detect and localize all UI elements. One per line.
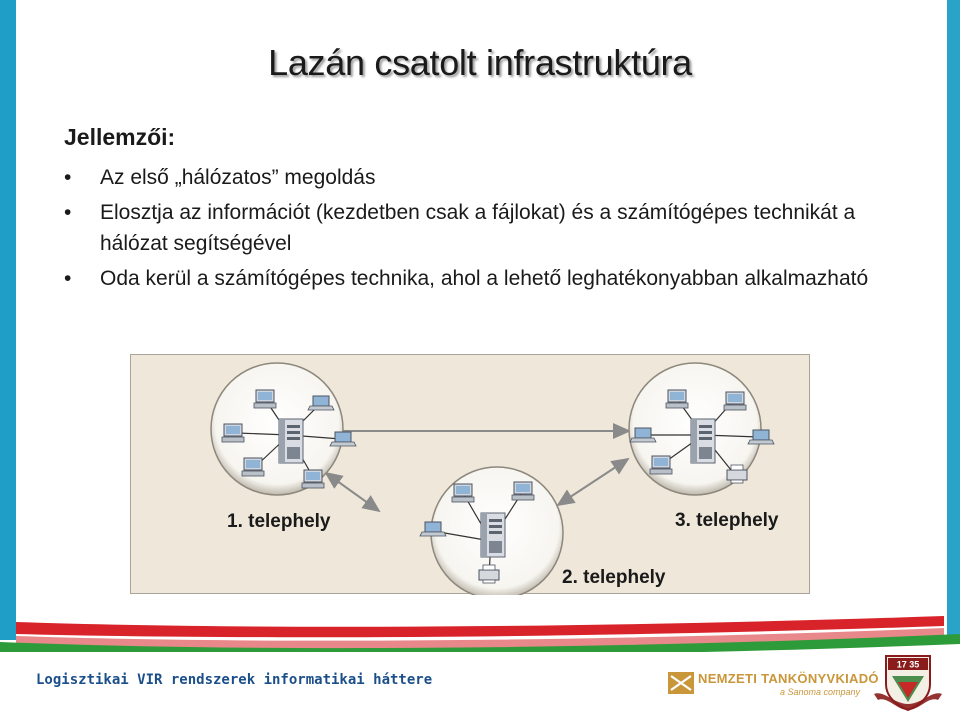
desktop-computer-icon <box>242 458 264 476</box>
desktop-computer-icon <box>666 390 688 408</box>
desktop-computer-icon <box>222 424 244 442</box>
site-1-network <box>211 363 356 495</box>
publisher-subtitle: a Sanoma company <box>780 687 861 697</box>
features-heading: Jellemzői: <box>64 124 176 150</box>
network-diagram <box>130 354 810 594</box>
server-icon <box>481 513 505 557</box>
bullet-dot-icon: • <box>64 201 72 224</box>
site-label-2: 2. telephely <box>562 567 666 588</box>
site-3-network <box>629 363 774 495</box>
bullet-item <box>64 162 924 193</box>
site-2-network <box>420 467 563 595</box>
svg-text:17 35: 17 35 <box>896 659 920 670</box>
bullet-item <box>64 263 924 294</box>
footer-course-title: Logisztikai VIR rendszerek informatikai háttere <box>36 672 433 688</box>
desktop-computer-icon <box>724 392 746 410</box>
site-label-3: 3. telephely <box>675 510 779 531</box>
desktop-computer-icon <box>254 390 276 408</box>
link-arrow-1-2 <box>326 473 379 511</box>
bullet-text: Az első „hálózatos” megoldás <box>100 166 376 189</box>
bullet-dot-icon: • <box>64 267 72 290</box>
link-arrow-2-3 <box>558 459 628 505</box>
desktop-computer-icon <box>512 482 534 500</box>
server-icon <box>691 419 715 463</box>
desktop-computer-icon <box>650 456 672 474</box>
publisher-logo <box>668 668 879 708</box>
slide-title: Lazán csatolt infrastruktúra <box>268 42 692 83</box>
left-side-bar <box>0 0 16 640</box>
bullet-dot-icon: • <box>64 166 72 189</box>
publisher-mark-icon <box>668 672 694 694</box>
bullet-text: Elosztja az információt (kezdetben csak a fájlokat) és a számítógépes technikát a hálózat segítségével <box>100 201 856 255</box>
server-icon <box>279 419 303 463</box>
crest-icon <box>872 654 944 712</box>
footer-stripes <box>0 600 960 656</box>
network-diagram-drawing <box>131 355 811 595</box>
publisher-name: NEMZETI TANKÖNYVKIADÓ <box>698 671 879 686</box>
bullet-list <box>64 162 924 298</box>
bullet-item <box>64 197 924 259</box>
desktop-computer-icon <box>452 484 474 502</box>
site-label-1: 1. telephely <box>227 511 331 532</box>
right-side-bar <box>944 0 960 640</box>
bullet-text: Oda kerül a számítógépes technika, ahol a lehető leghatékonyabban alkalmazható <box>100 267 869 290</box>
desktop-computer-icon <box>302 470 324 488</box>
